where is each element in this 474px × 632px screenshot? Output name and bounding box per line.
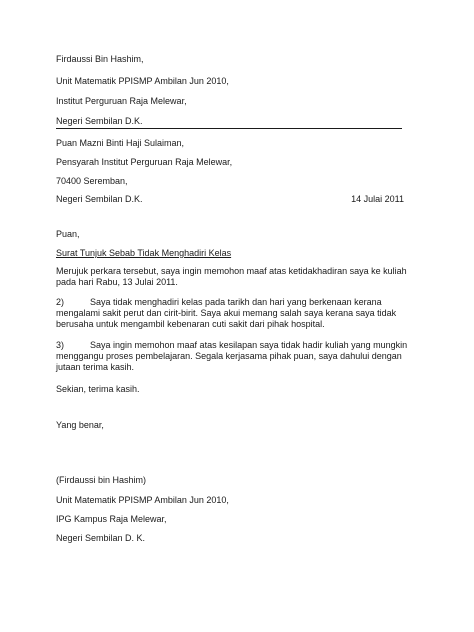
signature-campus: IPG Kampus Raja Melewar, <box>56 514 167 524</box>
closing-line: Sekian, terima kasih. <box>56 384 140 394</box>
separator-line <box>56 128 402 129</box>
signoff-line: Yang benar, <box>56 420 104 430</box>
paragraph-3-text: Saya ingin memohon maaf atas kesilapan saya tidak hadir kuliah yang mungkin menggangu proses pembelajaran. Segala kerjasama pihak puan, saya dahului dengan jutaan terima kasih. <box>56 340 408 372</box>
sender-unit: Unit Matematik PPISMP Ambilan Jun 2010, <box>56 76 229 86</box>
recipient-title: Pensyarah Institut Perguruan Raja Melewar, <box>56 157 233 167</box>
subject-line: Surat Tunjuk Sebab Tidak Menghadiri Kelas <box>56 248 232 258</box>
paragraph-3-number: 3) <box>56 340 65 350</box>
signature-state: Negeri Sembilan D. K. <box>56 533 146 543</box>
signature-unit: Unit Matematik PPISMP Ambilan Jun 2010, <box>56 495 229 505</box>
recipient-name: Puan Mazni Binti Haji Sulaiman, <box>56 138 185 148</box>
paragraph-1: Merujuk perkara tersebut, saya ingin memohon maaf atas ketidakhadiran saya ke kuliah pada hari Rabu, 13 Julai 2011. <box>56 266 407 287</box>
sender-institute: Institut Perguruan Raja Melewar, <box>56 96 187 106</box>
paragraph-2-text: Saya tidak menghadiri kelas pada tarikh dan hari yang berkenaan kerana mengalami sakit perut dan cirit-birit. Saya akui memang salah saya kerana saya tidak berusaha untuk mengambil kebenaran cuti sakit dari pihak hospital. <box>56 297 397 329</box>
salutation: Puan, <box>56 229 80 239</box>
recipient-postcode: 70400 Seremban, <box>56 176 128 186</box>
sender-state: Negeri Sembilan D.K. <box>56 116 143 126</box>
signature-name: (Firdaussi bin Hashim) <box>56 475 147 485</box>
sender-name: Firdaussi Bin Hashim, <box>56 54 144 64</box>
paragraph-2-number: 2) <box>56 297 65 307</box>
letter-date: 14 Julai 2011 <box>351 194 404 204</box>
recipient-state: Negeri Sembilan D.K. <box>56 194 143 204</box>
